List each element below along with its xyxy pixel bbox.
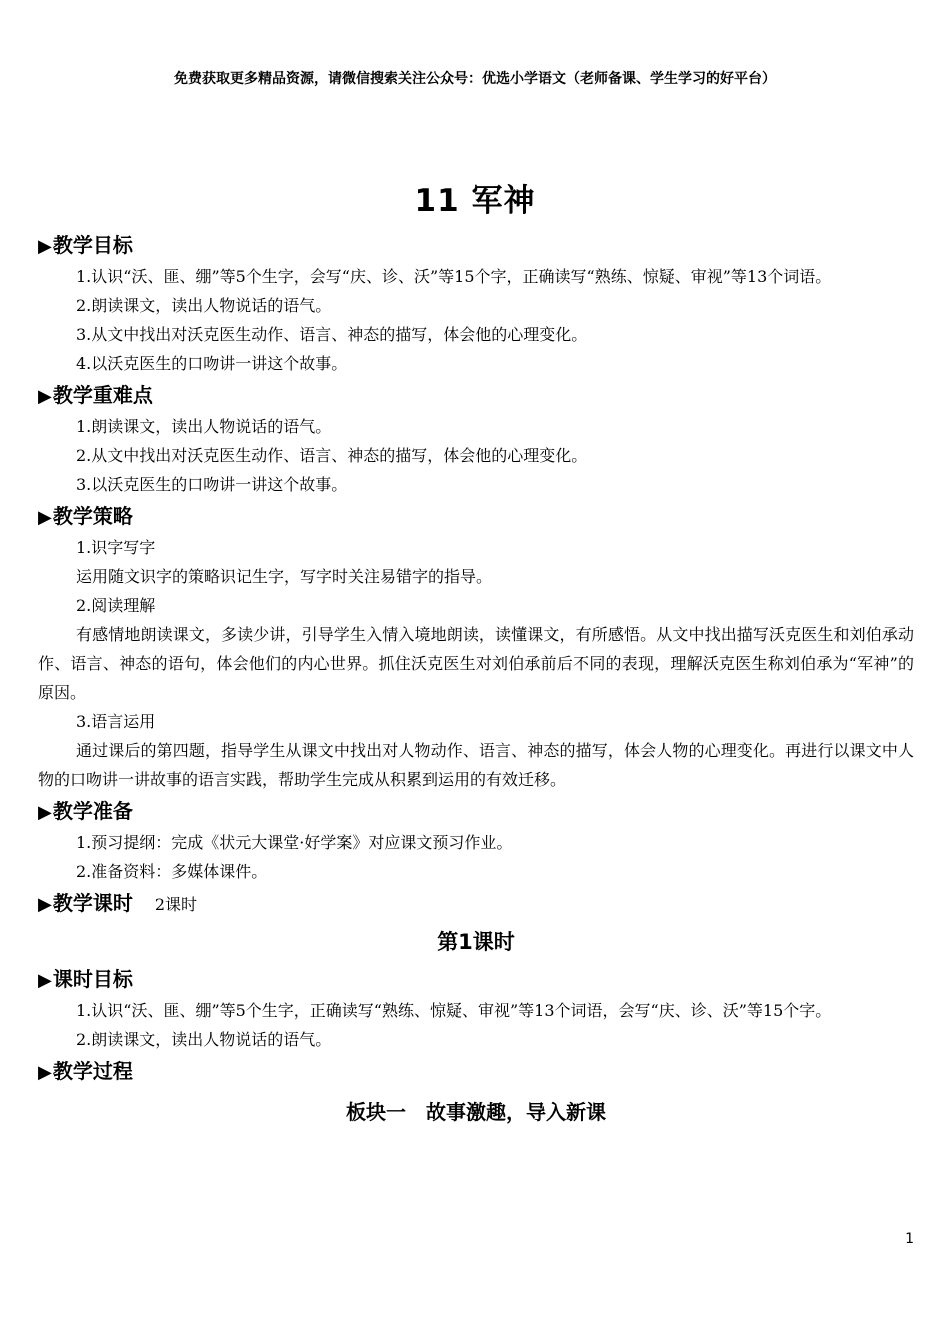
triangle-marker-icon: ▶ bbox=[38, 507, 52, 528]
paragraph: 2.朗读课文，读出人物说话的语气。 bbox=[76, 1030, 332, 1049]
paragraph: 2.从文中找出对沃克医生动作、语言、神态的描写，体会他的心理变化。 bbox=[76, 446, 588, 465]
page-number: 1 bbox=[905, 1231, 914, 1247]
page-title: 11 军神 bbox=[414, 183, 536, 219]
heading-text: 教学过程 bbox=[52, 1059, 133, 1083]
triangle-marker-icon: ▶ bbox=[38, 1062, 52, 1083]
heading-text: 教学重难点 bbox=[52, 383, 153, 407]
paragraph: 1.认识“沃、匪、绷”等5个生字，会写“庆、诊、沃”等15个字，正确读写“熟练、惊疑、审视”等13个词语。 bbox=[76, 267, 832, 286]
paragraph: 2.准备资料：多媒体课件。 bbox=[76, 862, 268, 881]
paragraph: 有感情地朗读课文，多读少讲，引导学生入情入境地朗读，读懂课文，有所感悟。从文中找出描写沃克医生和刘伯承动作、语言、神态的语句，体会他们的内心世界。抓住沃克医生对刘伯承前后不同的表现，理解沃克医生称刘伯承为“军神”的原因。 bbox=[38, 625, 914, 702]
heading-text: 教学课时 bbox=[52, 891, 133, 915]
triangle-marker-icon: ▶ bbox=[38, 894, 52, 915]
triangle-marker-icon: ▶ bbox=[38, 802, 52, 823]
heading-text: 教学策略 bbox=[52, 504, 133, 528]
paragraph: 1.朗读课文，读出人物说话的语气。 bbox=[76, 417, 332, 436]
paragraph: 3.以沃克医生的口吻讲一讲这个故事。 bbox=[76, 475, 348, 494]
paragraph: 4.以沃克医生的口吻讲一讲这个故事。 bbox=[76, 354, 348, 373]
heading-text: 教学准备 bbox=[52, 799, 133, 823]
paragraph: 通过课后的第四题，指导学生从课文中找出对人物动作、语言、神态的描写，体会人物的心理变化。再进行以课文中人物的口吻讲一讲故事的语言实践，帮助学生完成从积累到运用的有效迁移。 bbox=[38, 741, 914, 789]
section-heading-lesson-goals bbox=[38, 962, 914, 996]
section-heading-key-points bbox=[38, 378, 914, 412]
section-heading-goals bbox=[38, 228, 914, 262]
section-heading-preparation bbox=[38, 794, 914, 828]
paragraph: 2.阅读理解 bbox=[76, 596, 156, 615]
triangle-marker-icon: ▶ bbox=[38, 386, 52, 407]
promo-banner: 免费获取更多精品资源，请微信搜索关注公众号：优选小学语文（老师备课、学生学习的好平台） bbox=[174, 71, 776, 87]
section-heading-process bbox=[38, 1054, 914, 1088]
paragraph: 2.朗读课文，读出人物说话的语气。 bbox=[76, 296, 332, 315]
block-heading: 板块一 故事激趣，导入新课 bbox=[346, 1100, 606, 1124]
heading-text: 课时目标 bbox=[52, 967, 133, 991]
document-body bbox=[38, 228, 914, 1132]
section-heading-hours bbox=[38, 886, 914, 920]
hours-value: 2课时 bbox=[154, 895, 198, 914]
paragraph: 3.语言运用 bbox=[76, 712, 156, 731]
triangle-marker-icon: ▶ bbox=[38, 236, 52, 257]
paragraph: 1.认识“沃、匪、绷”等5个生字，正确读写“熟练、惊疑、审视”等13个词语，会写“庆、诊、沃”等15个字。 bbox=[76, 1001, 832, 1020]
section-heading-strategy bbox=[38, 499, 914, 533]
paragraph: 1.预习提纲：完成《状元大课堂·好学案》对应课文预习作业。 bbox=[76, 833, 513, 852]
lesson-heading: 第1课时 bbox=[437, 930, 515, 954]
heading-text: 教学目标 bbox=[52, 233, 133, 257]
triangle-marker-icon: ▶ bbox=[38, 970, 52, 991]
paragraph: 3.从文中找出对沃克医生动作、语言、神态的描写，体会他的心理变化。 bbox=[76, 325, 588, 344]
paragraph: 运用随文识字的策略识记生字，写字时关注易错字的指导。 bbox=[76, 567, 493, 586]
paragraph: 1.识字写字 bbox=[76, 538, 156, 557]
